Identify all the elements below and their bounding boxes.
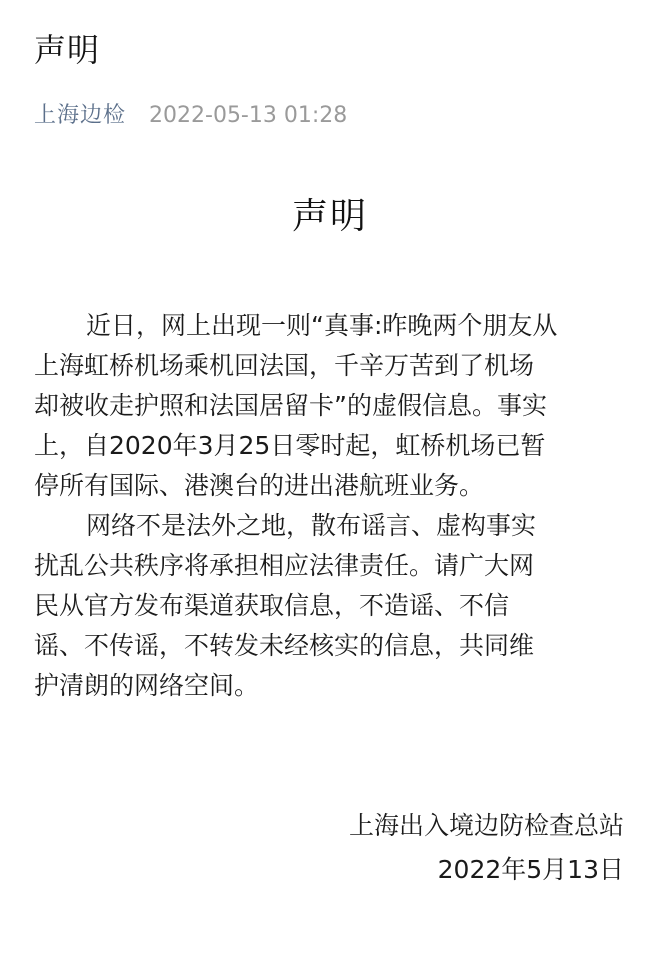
statement-body [34, 306, 630, 706]
article-meta [34, 100, 347, 132]
paragraph-2-line: 谣、不传谣，不转发未经核实的信息，共同维 [34, 631, 535, 660]
paragraph-1-line: 却被收走护照和法国居留卡”的虚假信息。事实 [34, 391, 547, 420]
paragraph-1-line: 上，自2020年3月25日零时起，虹桥机场已暂 [34, 431, 546, 460]
paragraph-2-line: 护清朗的网络空间。 [34, 671, 260, 700]
account-name-link[interactable]: 上海边检 [34, 103, 127, 128]
signature-organization: 上海出入境边防检查总站 [348, 811, 624, 840]
paragraph-2-line: 扰乱公共秩序将承担相应法律责任。请广大网 [34, 551, 535, 580]
paragraph-2-line: 民从官方发布渠道获取信息，不造谣、不信 [34, 591, 510, 620]
article-title: 声明 [34, 31, 101, 69]
publish-time: 2022-05-13 01:28 [149, 103, 348, 128]
paragraph-1-line: 停所有国际、港澳台的进出港航班业务。 [34, 471, 485, 500]
statement-heading: 声明 [291, 196, 368, 237]
paragraph-1-line: 近日，网上出现一则“真事:昨晚两个朋友从 [86, 311, 558, 340]
paragraph-2-line: 网络不是法外之地，散布谣言、虚构事实 [86, 511, 537, 540]
paragraph-1-line: 上海虹桥机场乘机回法国，千辛万苦到了机场 [34, 351, 535, 380]
signature-block [349, 804, 624, 892]
signature-date: 2022年5月13日 [437, 855, 624, 884]
